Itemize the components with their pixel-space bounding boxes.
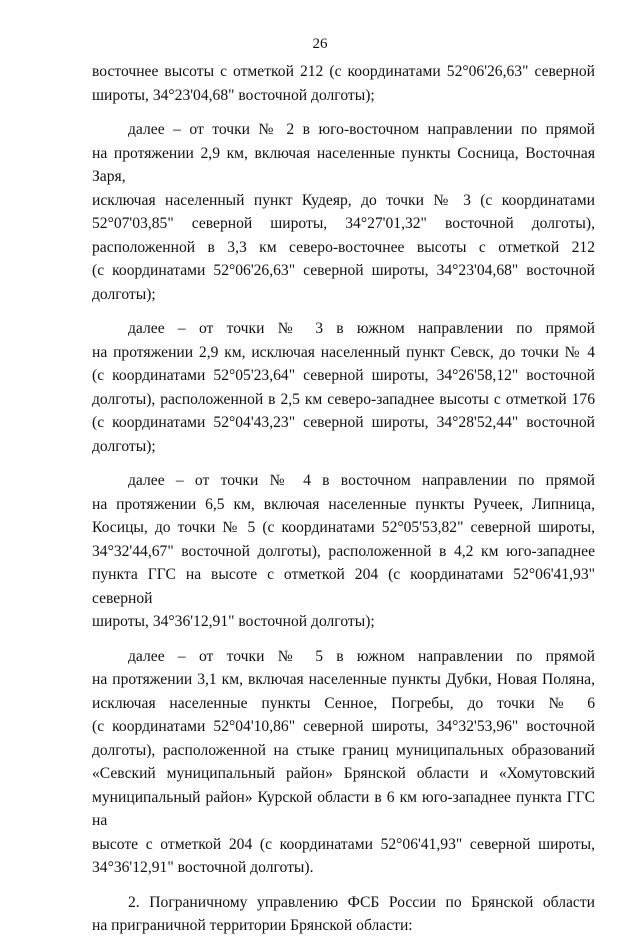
text-line: долготы), расположенной в 2,5 км северо-западнее высоты с отметкой 176 [92, 390, 595, 408]
text-line: Косицы, до точки № 5 (с координатами 52°05'53,82" северной широты, [92, 519, 595, 536]
text-line: 2. Пограничному управлению ФСБ России по Брянской области [128, 893, 595, 911]
paragraph [92, 469, 595, 634]
text-line: пункта ГГС на высоте с отметкой 204 (с координатами 52°06'41,93" северной [92, 566, 595, 607]
paragraph [92, 60, 595, 107]
paragraph [92, 118, 595, 306]
text-line: широты, 34°36'12,91" восточной долготы); [92, 613, 375, 630]
text-line: муниципальный район» Курской области в 6 км юго-западнее пункта ГГС на [92, 788, 595, 829]
text-line: (с координатами 52°04'43,23" северной широты, 34°28'52,44" восточной [92, 414, 595, 431]
paragraph [92, 891, 595, 938]
document-body [92, 60, 595, 949]
text-line: восточнее высоты с отметкой 212 (с координатами 52°06'26,63" северной [92, 63, 595, 80]
text-line: расположенной в 3,3 км северо-восточнее высоты с отметкой 212 [92, 238, 595, 256]
page-number: 26 [312, 36, 328, 52]
text-line: на протяжении 3,1 км, включая населенные пункты Дубки, Новая Поляна, [92, 671, 595, 688]
text-line: (с координатами 52°05'23,64" северной широты, 34°26'58,12" восточной [92, 367, 595, 384]
paragraph [92, 317, 595, 458]
text-line: «Севский муниципальный район» Брянской области и «Хомутовский [92, 765, 595, 782]
text-line: на протяжении 2,9 км, включая населенные пункты Сосница, Восточная Заря, [92, 144, 595, 185]
text-line: (с координатами 52°04'10,86" северной широты, 34°32'53,96" восточной [92, 718, 595, 735]
text-line: высоте с отметкой 204 (с координатами 52°06'41,93" северной широты, [92, 835, 595, 853]
text-line: долготы); [92, 437, 156, 455]
text-line: долготы), расположенной на стыке границ муниципальных образований [92, 741, 595, 759]
text-line: далее – от точки № 5 в южном направлении по прямой [128, 647, 595, 665]
text-line: далее – от точки № 2 в юго-восточном направлении по прямой [128, 121, 595, 138]
text-line: на приграничной территории Брянской области: [92, 917, 413, 934]
text-line: широты, 34°23'04,68" восточной долготы); [92, 86, 375, 104]
text-line: исключая населенный пункт Кудеяр, до точки № 3 (с координатами [92, 191, 595, 209]
text-line: на протяжении 2,9 км, исключая населенный пункт Севск, до точки № 4 [92, 343, 595, 361]
text-line: 34°36'12,91" восточной долготы). [92, 859, 314, 876]
text-line: 52°07'03,85" северной широты, 34°27'01,32" восточной долготы), [92, 215, 595, 232]
text-line: исключая населенные пункты Сенное, Погребы, до точки № 6 [92, 694, 595, 712]
text-line: (с координатами 52°06'26,63" северной широты, 34°23'04,68" восточной [92, 262, 595, 279]
text-line: долготы); [92, 285, 156, 303]
text-line: на протяжении 6,5 км, включая населенные пункты Ручеек, Липница, [92, 495, 595, 513]
text-line: далее – от точки № 3 в южном направлении по прямой [128, 320, 595, 337]
text-line: далее – от точки № 4 в восточном направлении по прямой [128, 472, 595, 489]
text-line: 34°32'44,67" восточной долготы), расположенной в 4,2 км юго-западнее [92, 542, 595, 560]
paragraph [92, 645, 595, 880]
